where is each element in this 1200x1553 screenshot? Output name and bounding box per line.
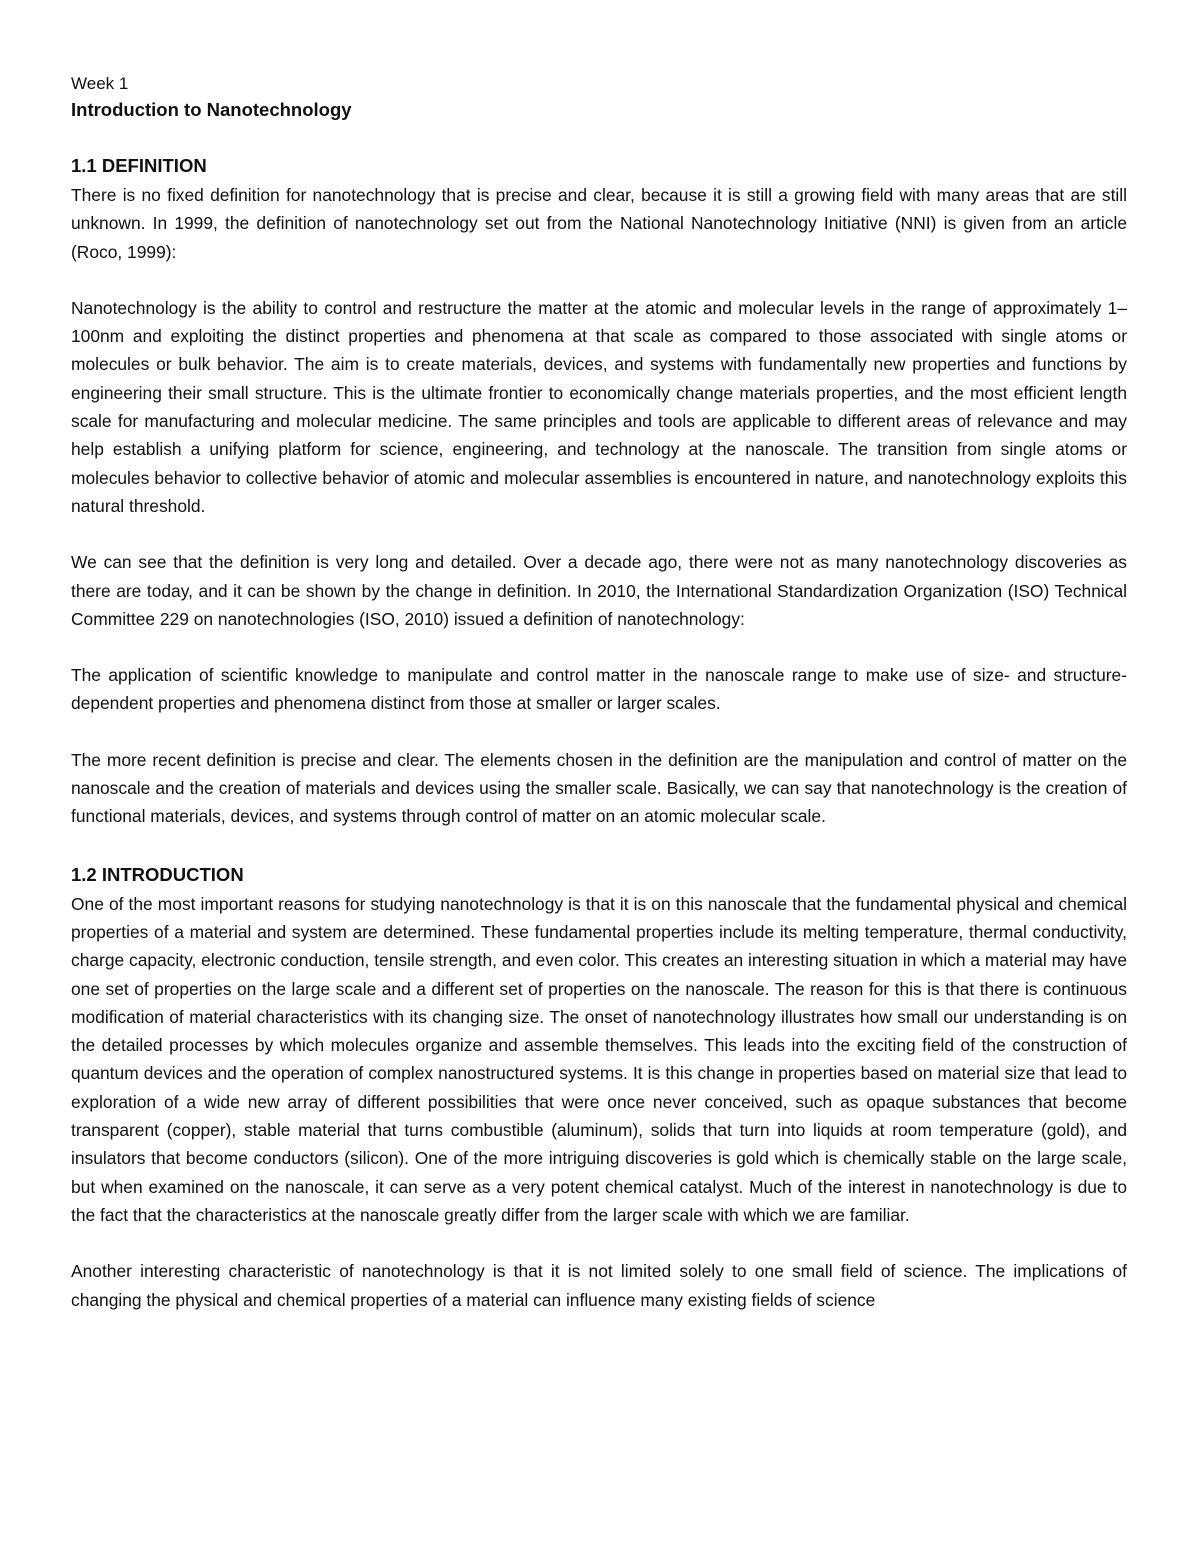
spacer <box>71 718 1127 746</box>
spacer <box>71 266 1127 294</box>
paragraph-introduction-continued: Another interesting characteristic of nanotechnology is that it is not limited solely to one small field of science. The implications of changing the physical and chemical properties of a material can influence many existing fields of science <box>71 1261 1127 1310</box>
paragraph-recent-definition: The more recent definition is precise and clear. The elements chosen in the definition are the manipulation and control of matter on the nanoscale and the creation of materials and devices using the smaller scale. Basically, we can say that nanotechnology is the creation of functional materials, devices, and systems through control of matter on an atomic molecular scale. <box>71 749 1127 827</box>
spacer <box>71 831 1127 860</box>
spacer <box>71 520 1127 548</box>
week-label: Week 1 <box>71 74 129 93</box>
paragraph-introduction-main: One of the most important reasons for studying nanotechnology is that it is on this nanoscale that the fundamental physical and chemical properties of a material and system are determined. These fundamental properties include its melting temperature, thermal conductivity, charge capacity, electronic conduction, tensile strength, and even color. This creates an interesting situation in which a material may have one set of properties on the large scale and a different set of properties on the nanoscale. The reason for this is that there is continuous modification of material characteristics with its changing size. The onset of nanotechnology illustrates how small our understanding is on the detailed processes by which molecules organize and assemble themselves. This leads into the exciting field of the construction of quantum devices and the operation of complex nanostructured systems. It is this change in properties based on material size that lead to exploration of a wide new array of different possibilities that were once never conceived, such as opaque substances that become transparent (copper), stable material that turns combustible (aluminum), solids that turn into liquids at room temperature (gold), and insulators that become conductors (silicon). One of the more intriguing discoveries is gold which is chemically stable on the large scale, but when examined on the nanoscale, it can serve as a very potent chemical catalyst. Much of the interest in nanotechnology is due to the fact that the characteristics at the nanoscale greatly differ from the larger scale with which we are familiar. <box>71 893 1127 1225</box>
spacer <box>71 124 1127 151</box>
paragraph-definition-change: We can see that the definition is very long and detailed. Over a decade ago, there were not as many nanotechnology discoveries as there are today, and it can be shown by the change in definition. In 2010, the International Standardization Organization (ISO) Technical Committee 229 on nanotechnologies (ISO, 2010) issued a definition of nanotechnology: <box>71 552 1127 629</box>
spacer <box>71 633 1127 661</box>
paragraph-nni-definition: Nanotechnology is the ability to control and restructure the matter at the atomic and molecular levels in the range of approximately 1–100nm and exploiting the distinct properties and phenomena at that scale as compared to those associated with single atoms or molecules or bulk behavior. The aim is to create materials, devices, and systems with fundamentally new properties and functions by engineering their small structure. This is the ultimate frontier to economically change materials properties, and the most efficient length scale for manufacturing and molecular medicine. The same principles and tools are applicable to different areas of relevance and may help establish a unifying platform for science, engineering, and technology at the nanoscale. The transition from single atoms or molecules behavior to collective behavior of atomic and molecular assemblies is encountered in nature, and nanotechnology exploits this natural threshold. <box>71 297 1127 516</box>
section-definition <box>71 151 1127 831</box>
document-title: Introduction to Nanotechnology <box>71 99 352 120</box>
paragraph-iso-definition: The application of scientific knowledge to manipulate and control matter in the nanoscale range to make use of size- and structure-dependent properties and phenomena distinct from those at smaller or larger scales. <box>71 665 1127 714</box>
document-page <box>71 72 1127 1314</box>
spacer <box>71 1229 1127 1257</box>
section-heading-definition: 1.1 DEFINITION <box>71 155 207 176</box>
section-heading-introduction: 1.2 INTRODUCTION <box>71 863 244 885</box>
paragraph-definition-intro: There is no fixed definition for nanotechnology that is precise and clear, because it is still a growing field with many areas that are still unknown. In 1999, the definition of nanotechnology set out from the National Nanotechnology Initiative (NNI) is given from an article (Roco, 1999): <box>71 185 1127 262</box>
section-introduction <box>71 860 1127 1314</box>
